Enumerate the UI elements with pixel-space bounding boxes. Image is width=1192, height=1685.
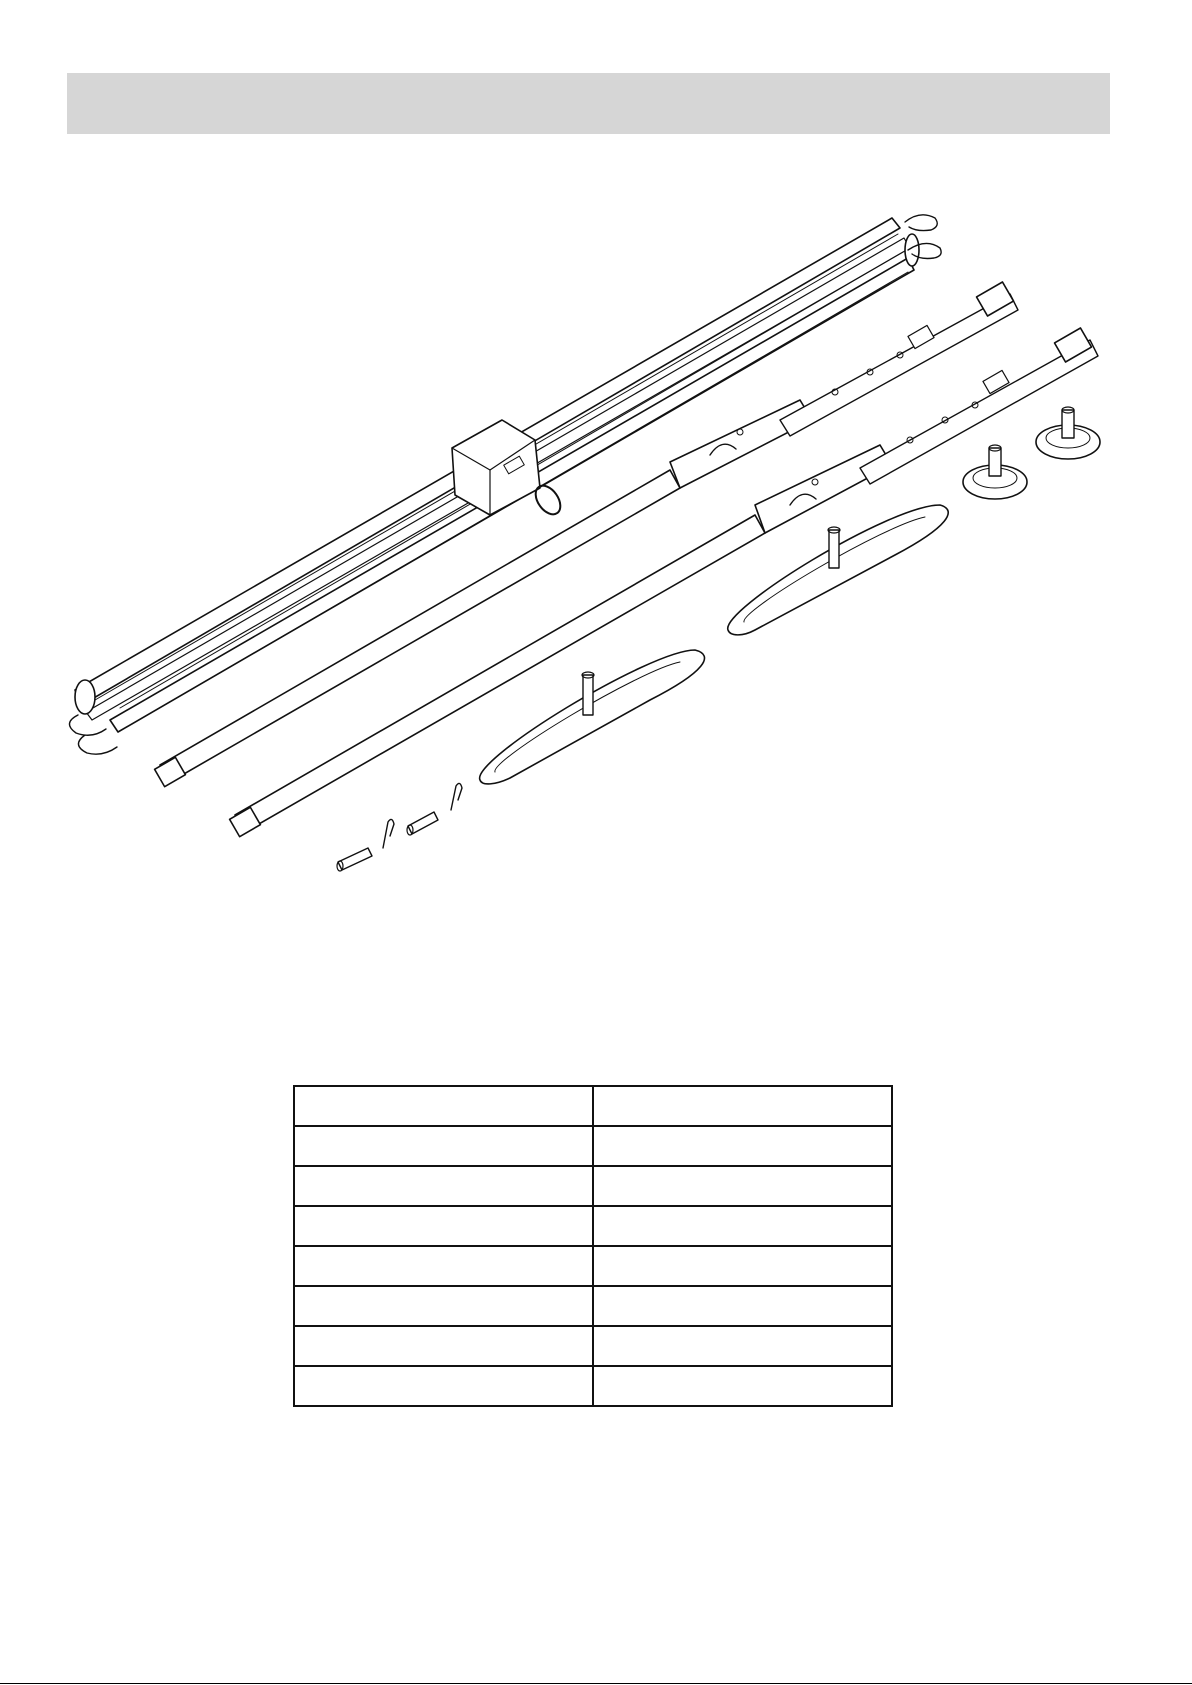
table-cell-right [593,1166,892,1206]
table-cell-right [593,1286,892,1326]
table-row [294,1326,892,1366]
table-cell-left [294,1126,593,1166]
table-cell-right [593,1126,892,1166]
table-cell-right [593,1246,892,1286]
pin-part [337,848,372,871]
table-cell-right [593,1326,892,1366]
table-row [294,1126,892,1166]
table-cell-right [593,1366,892,1406]
table-row [294,1286,892,1326]
table-row [294,1086,892,1126]
table-row [294,1366,892,1406]
round-foot-part [1036,407,1100,459]
table-cell-left [294,1206,593,1246]
parts-table [293,1085,893,1407]
table-cell-left [294,1246,593,1286]
table-cell-left [294,1326,593,1366]
table-cell-left [294,1286,593,1326]
table-row [294,1166,892,1206]
table-cell-right [593,1206,892,1246]
table-cell-left [294,1366,593,1406]
table-row [294,1206,892,1246]
clip-part [383,819,394,848]
clip-part [451,783,462,810]
table-cell-right [593,1086,892,1126]
table-cell-left [294,1086,593,1126]
round-foot-part [963,445,1027,499]
table-cell-left [294,1166,593,1206]
bottom-rule [0,1683,1192,1684]
pin-part [407,812,438,835]
table-row [294,1246,892,1286]
